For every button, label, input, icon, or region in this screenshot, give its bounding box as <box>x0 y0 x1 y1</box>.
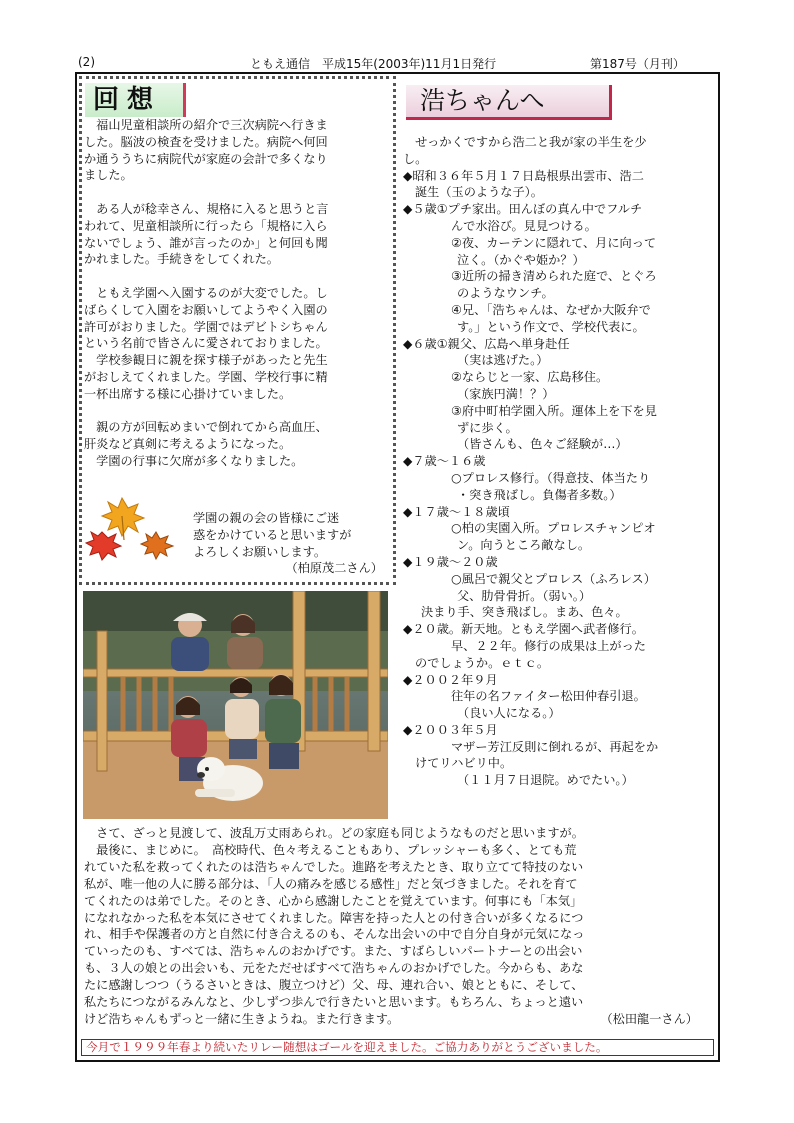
issue-number: 第187号（月刊） <box>590 57 685 71</box>
letter-line: 往年の名ファイター松田仲春引退。 <box>451 689 646 704</box>
memoir-heading: 回想 <box>85 83 186 117</box>
text-line: 親の方が回転めまいで倒れてから高血圧、 <box>84 420 328 435</box>
text-line: 許可がおりました。学園ではデビトシちゃん <box>84 319 328 334</box>
letter-line: せっかくですから浩二と我が家の半生を少 <box>403 135 647 149</box>
text-line: 学園の行事に欠席が多くなりました。 <box>84 453 304 468</box>
letter-line: けてリハビリ中。 <box>415 756 513 771</box>
letter-line: ④兄、「浩ちゃんは、なぜか大阪弁で <box>451 302 651 317</box>
text-line: よろしくお願いします。 <box>193 544 327 559</box>
text-line: になれなかった私を本気にさせてくれました。障害を持った人との付き合いが多くなるにつ <box>84 910 584 925</box>
letter-line: 早、２２年。修行の成果は上がった <box>451 638 646 653</box>
letter-line: ・突き飛ばし。負傷者多数。） <box>457 487 622 502</box>
memoir-text <box>84 117 392 470</box>
text-line: 一杯出席する様に心掛けていました。 <box>84 386 292 401</box>
letter-line: のでしょうか。ｅｔｃ。 <box>415 655 550 670</box>
letter-line: ③府中町柏学園入所。運体上を下を見 <box>451 403 657 418</box>
letter-line: 父、肋骨骨折。（弱い。） <box>457 588 592 603</box>
letter-line: し。 <box>403 151 428 166</box>
letter-line: ◆６歳①親父、広島へ単身赴任 <box>403 336 570 351</box>
page-number: (2) <box>78 55 95 69</box>
text-line: 私たちにつながるみんなと、少しずつ歩んで行きたいと思います。もちろん、ちょっと遠い <box>84 995 584 1010</box>
text-line: ともえ学園へ入園するのが大変でした。し <box>84 285 328 300</box>
letter-line: 泣く。（かぐや姫か？） <box>457 252 585 267</box>
memoir-paragraph-3 <box>84 285 392 403</box>
text-line: か通ううちに病院代が家庭の会計で多くなり <box>84 151 328 166</box>
letter-line: ン。向うところ敵なし。 <box>457 538 591 553</box>
maple-leaf-icon <box>86 532 121 560</box>
letter-line: ◆７歳〜１６歳 <box>403 454 486 469</box>
text-line: われて、児童相談所に行ったら「規格に入ら <box>84 218 328 233</box>
letter-line: のようなウンチ。 <box>457 286 554 301</box>
text-line: 学校参観日に親を探す様子があったと先生 <box>84 353 328 368</box>
text-line: ある人が稔幸さん、規格に入ると思うと言 <box>84 201 329 216</box>
letter-line: （１１月７日退院。めでたい。） <box>457 773 634 788</box>
letter-line: ◆昭和３６年５月１７日島根県出雲市、浩二 <box>403 168 644 183</box>
memoir-closing <box>193 510 391 577</box>
letter-line: ◆２０歳。新天地。ともえ学園へ武者修行。 <box>403 622 644 637</box>
letter-line: ◆５歳①プチ家出。田んぼの真ん中でフルチ <box>403 202 643 217</box>
letter-line: ◆２００３年５月 <box>403 722 498 737</box>
maple-leaf-icon <box>141 532 173 559</box>
text-line: も、３人の娘との出会いも、元をただせばすべて浩ちゃんのおかげでした。今からも、あな <box>84 961 584 976</box>
text-line: 学園の親の会の皆様にご迷 <box>193 511 340 525</box>
bottom-signature: （松田龍一さん） <box>600 1011 698 1026</box>
memoir-paragraph-4 <box>84 419 392 469</box>
text-line: がおしえてくれました。学園、学校行事に精 <box>84 369 328 384</box>
memoir-signature: （柏原茂二さん） <box>285 561 383 576</box>
text-line: ばらくして入園をお願いしてようやく入園の <box>84 302 328 317</box>
text-line: たに感謝しつつ（うるさいときは、腹立つけど）父、母、連れ合い、娘とともに、そして、 <box>84 978 584 993</box>
text-line: ないでしょう、誰が言ったのか」と何回も聞 <box>84 235 328 250</box>
text-line: という名前で皆さんに愛されておりました。 <box>84 336 328 351</box>
text-line: 惑をかけていると思いますが <box>193 527 352 542</box>
letter-line: んで水浴び。見見つける。 <box>451 218 597 233</box>
letter-line: （良い人になる。） <box>457 706 561 721</box>
text-line: かれました。手続きをしてくれた。 <box>84 252 279 267</box>
letter-line: 決まり手、突き飛ばし。まあ、色々。 <box>421 605 628 620</box>
letter-line: ②夜、カーテンに隠れて、月に向って <box>451 235 657 250</box>
letter-text <box>403 134 715 789</box>
letter-line: ◆１７歳〜１８歳頃 <box>403 504 510 519</box>
text-line: れ、相手や保護者の方と自然に付き合えるのも、そんな出会いの中で自分自身が元気になっ <box>84 927 585 942</box>
text-line: 最後に、まじめに。 高校時代、色々考えることもあり、プレッシャーも多く、とても荒 <box>84 842 577 857</box>
letter-line: （皆さんも、色々ご経験が…） <box>457 437 628 452</box>
memoir-paragraph-2 <box>84 201 392 268</box>
maple-leaf-icon <box>102 498 144 540</box>
letter-line: ○風呂で親父とプロレス（ふろレス） <box>451 571 656 586</box>
text-line: ていったのも、すべては、浩ちゃんのおかげです。また、すばらしいパートナーとの出会い <box>84 944 583 959</box>
text-line: 私が、唯一他の人に勝る部分は、「人の痛みを感じる感性」だと気づきました。それを育て <box>84 876 578 891</box>
autumn-leaves-illustration <box>84 494 178 562</box>
memoir-paragraph-1 <box>84 117 392 184</box>
letter-line: ○柏の実園入所。プロレスチャンピオ <box>451 521 656 536</box>
last-line-text: けど浩ちゃんもずっと一緒に生きようね。また行きます。 <box>84 1011 400 1026</box>
text-line: れていた私を救ってくれたのは浩ちゃんでした。進路を考えたとき、取り立てて特技のない <box>84 859 584 874</box>
bottom-text <box>84 825 714 1028</box>
letter-line: マザー芳江反則に倒れるが、再起をか <box>451 739 659 754</box>
letter-line: 誕生（玉のような子）。 <box>415 185 543 200</box>
footer-note: 今月で１９９９年春より続いたリレー随想はゴールを迎えました。ご協力ありがとうございました。 <box>81 1039 714 1056</box>
text-line: さて、ざっと見渡して、波乱万丈雨あられ。どの家庭も同じようなものだと思いますが。 <box>84 826 584 840</box>
letter-line: ○プロレス修行。（得意技、体当たり <box>451 470 651 485</box>
text-line: てくれたのは弟でした。そのとき、心から感謝したことを覚えています。何事にも「本気」 <box>84 893 583 908</box>
letter-line: （家族円満！？） <box>457 386 555 401</box>
letter-line: （実は逃げた。） <box>457 353 549 368</box>
letter-line: す。」という作文で、学校代表に。 <box>457 319 645 334</box>
letter-line: ◆１９歳〜２０歳 <box>403 554 498 569</box>
letter-line: ◆２００２年９月 <box>403 672 498 687</box>
letter-line: ②ならじと一家、広島移住。 <box>451 370 609 385</box>
text-line <box>84 1011 714 1028</box>
page-header <box>78 55 718 71</box>
letter-line: ③近所の掃き清められた庭で、とぐろ <box>451 269 657 284</box>
text-line: ました。 <box>84 168 133 183</box>
letter-heading: 浩ちゃんへ <box>406 85 612 120</box>
text-line: 肝炎など真剣に考えるようになった。 <box>84 437 292 452</box>
text-line: 福山児童相談所の紹介で三次病院へ行きま <box>84 118 328 132</box>
text-line: した。脳波の検査を受けました。病院へ何回 <box>84 134 328 149</box>
family-photo <box>83 591 388 819</box>
newsletter-title: ともえ通信 平成15年(2003年)11月1日発行 <box>250 57 497 71</box>
letter-line: ずに歩く。 <box>457 420 518 435</box>
